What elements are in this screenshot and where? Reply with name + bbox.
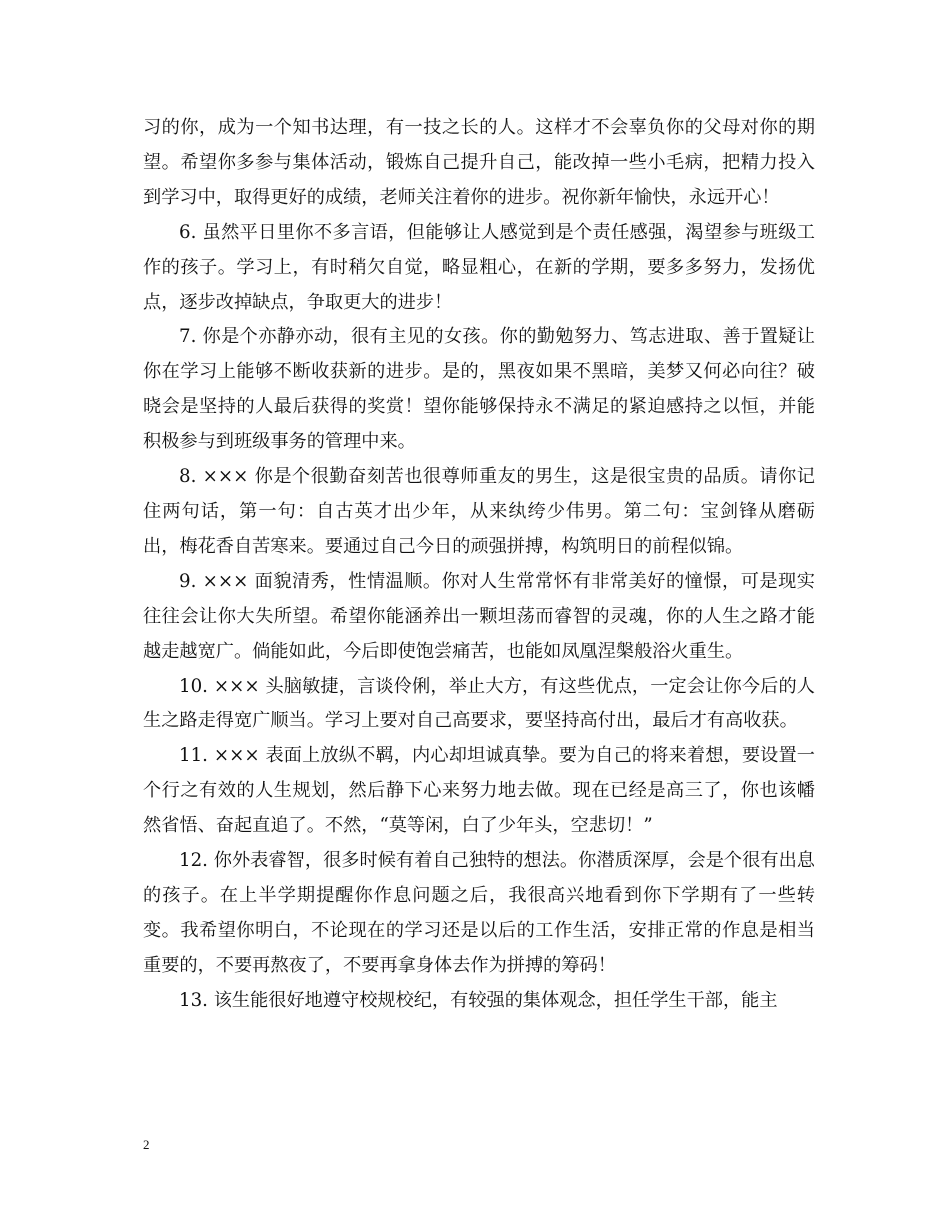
page-body	[143, 111, 815, 1019]
paragraph-item-11: 11. ××× 表面上放纵不羁，内心却坦诚真挚。要为自己的将来着想，要设置一个行之有效的人生规划，然后静下心来努力地去做。现在已经是高三了，你也该幡然省悟、奋起直追了。不然，“莫等闲，白了少年头，空悲切！”	[143, 745, 815, 837]
paragraph-item-10: 10. ××× 头脑敏捷，言谈伶俐，举止大方，有这些优点，一定会让你今后的人生之路走得宽广顺当。学习上要对自己高要求，要坚持高付出，最后才有高收获。	[143, 675, 815, 732]
paragraph-item-7: 7. 你是个亦静亦动，很有主见的女孩。你的勤勉努力、笃志进取、善于置疑让你在学习上能够不断收获新的进步。是的，黑夜如果不黑暗，美梦又何必向往？破晓会是坚持的人最后获得的奖赏！望你能够保持永不满足的紧迫感持之以恒，并能积极参与到班级事务的管理中来。	[143, 326, 815, 453]
paragraph-item-8: 8. ××× 你是个很勤奋刻苦也很尊师重友的男生，这是很宝贵的品质。请你记住两句话，第一句：自古英才出少年，从来纨绔少伟男。第二句：宝剑锋从磨砺出，梅花香自苦寒来。要通过自己今日的顽强拼搏，构筑明日的前程似锦。	[143, 466, 815, 557]
paragraph-item-13: 13. 该生能很好地遵守校规校纪，有较强的集体观念，担任学生干部，能主	[179, 989, 778, 1011]
page-number: 2	[143, 1137, 150, 1152]
paragraph-item-9: 9. ××× 面貌清秀，性情温顺。你对人生常常怀有非常美好的憧憬，可是现实往往会让你大失所望。希望你能涵养出一颗坦荡而睿智的灵魂，你的人生之路才能越走越宽广。倘能如此，今后即使饱尝痛苦，也能如凤凰涅槃般浴火重生。	[143, 570, 815, 662]
paragraph-item-12: 12. 你外表睿智，很多时候有着自己独特的想法。你潜质深厚，会是个很有出息的孩子。在上半学期提醒你作息问题之后，我很高兴地看到你下学期有了一些转变。我希望你明白，不论现在的学习还是以后的工作生活，安排正常的作息是相当重要的，不要再熬夜了，不要再拿身体去作为拼搏的筹码！	[143, 850, 815, 976]
paragraph-item-6: 6. 虽然平日里你不多言语，但能够让人感觉到是个责任感强，渴望参与班级工作的孩子。学习上，有时稍欠自觉，略显粗心，在新的学期，要多多努力，发扬优点，逐步改掉缺点，争取更大的进步！	[143, 221, 815, 313]
paragraph-continuation: 习的你，成为一个知书达理，有一技之长的人。这样才不会辜负你的父母对你的期望。希望你多参与集体活动，锻炼自己提升自己，能改掉一些小毛病，把精力投入到学习中，取得更好的成绩，老师关注着你的进步。祝你新年愉快，永远开心！	[143, 117, 815, 208]
